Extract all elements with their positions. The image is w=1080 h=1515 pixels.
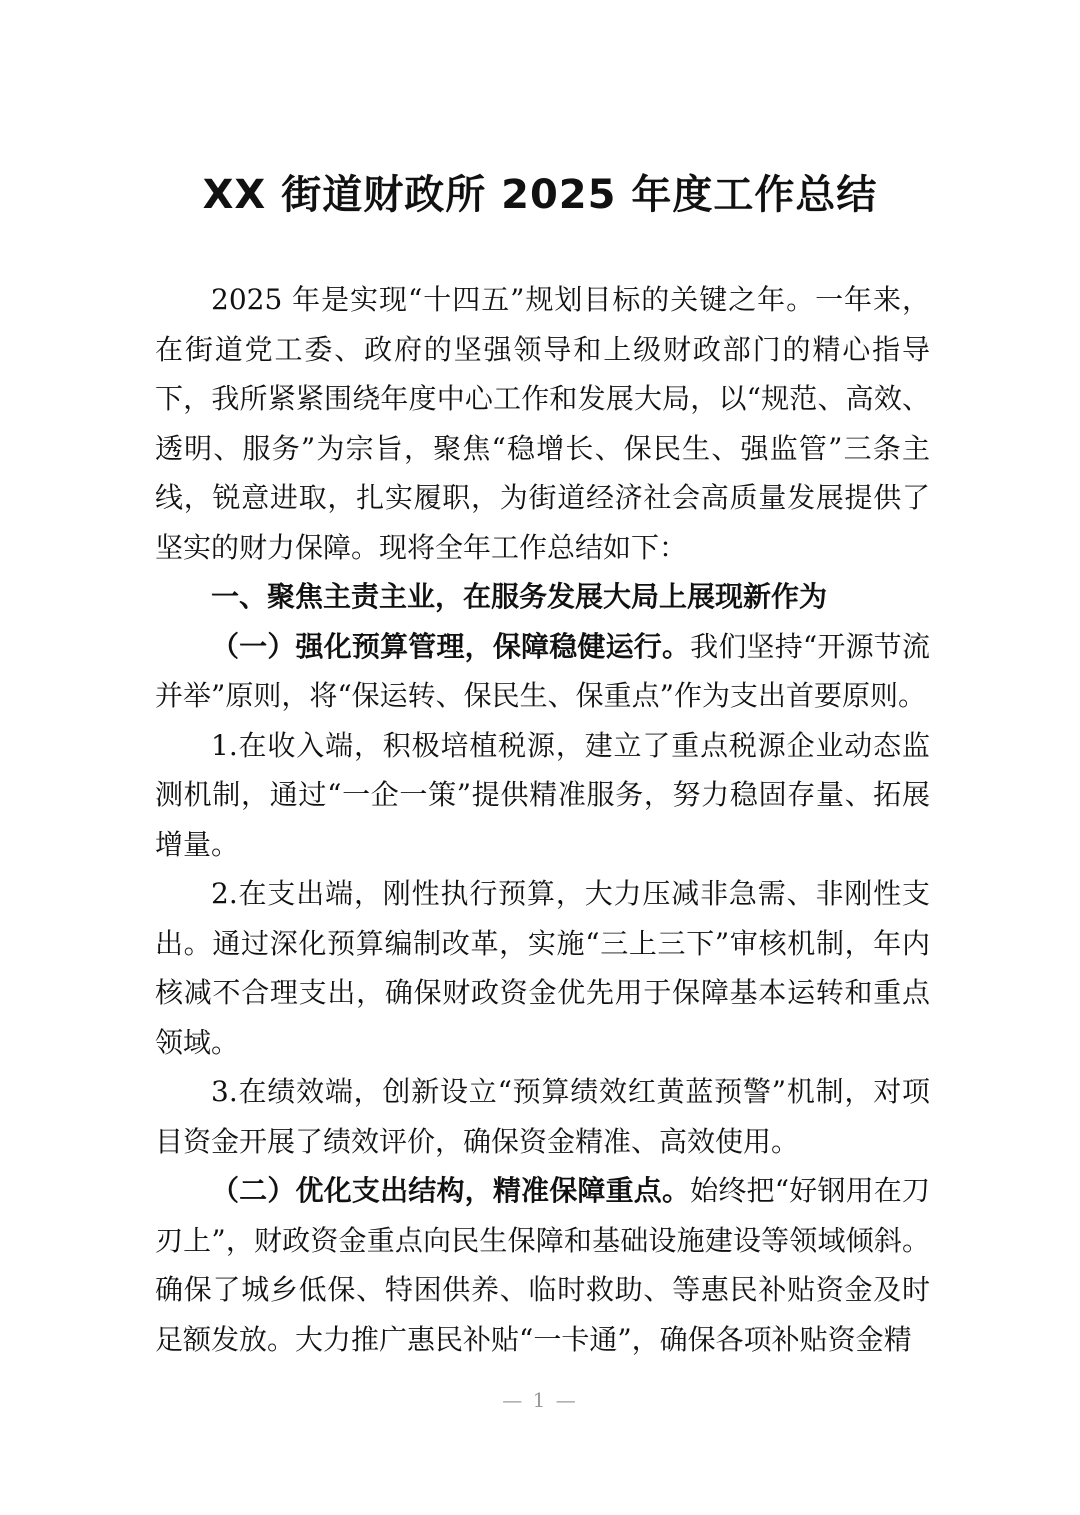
list-item-3: 3.在绩效端，创新设立“预算绩效红黄蓝预警”机制，对项目资金开展了绩效评价，确保资金精准、高效使用。 <box>155 1075 930 1158</box>
subsection-1-paragraph <box>155 622 930 721</box>
subsection-2-lead: （二）优化支出结构，精准保障重点。 <box>211 1174 691 1207</box>
subsection-2-paragraph <box>155 1166 930 1364</box>
page-number: — 1 — <box>502 1388 578 1412</box>
subsection-2-text: 始终把“好钢用在刀刃上”，财政资金重点向民生保障和基础设施建设等领域倾斜。确保了城乡低保、特困供养、临时救助、等惠民补贴资金及时足额发放。大力推广惠民补贴“一卡通”，确保各项补贴资金精 <box>155 1174 930 1356</box>
section-heading-1: 一、聚焦主责主业，在服务发展大局上展现新作为 <box>211 580 828 613</box>
list-item-1: 1.在收入端，积极培植税源，建立了重点税源企业动态监测机制，通过“一企一策”提供精准服务，努力稳固存量、拓展增量。 <box>155 728 930 861</box>
document-body <box>155 275 930 1364</box>
subsection-1-lead: （一）强化预算管理，保障稳健运行。 <box>211 629 691 663</box>
intro-paragraph: 2025 年是实现“十四五”规划目标的关键之年。一年来，在街道党工委、政府的坚强领导和上级财政部门的精心指导下，我所紧紧围绕年度中心工作和发展大局，以“规范、高效、透明、服务”为宗旨，聚焦“稳增长、保民生、强监管”三条主线，锐意进取，扎实履职，为街道经济社会高质量发展提供了坚实的财力保障。现将全年工作总结如下： <box>155 283 930 564</box>
list-item-2: 2.在支出端，刚性执行预算，大力压减非急需、非刚性支出。通过深化预算编制改革，实施“三上三下”审核机制，年内核减不合理支出，确保财政资金优先用于保障基本运转和重点领域。 <box>155 877 930 1059</box>
subsection-1-text: 我们坚持“开源节流并举”原则，将“保运转、保民生、保重点”作为支出首要原则。 <box>155 629 930 712</box>
document-title: XX 街道财政所 2025 年度工作总结 <box>202 172 878 218</box>
